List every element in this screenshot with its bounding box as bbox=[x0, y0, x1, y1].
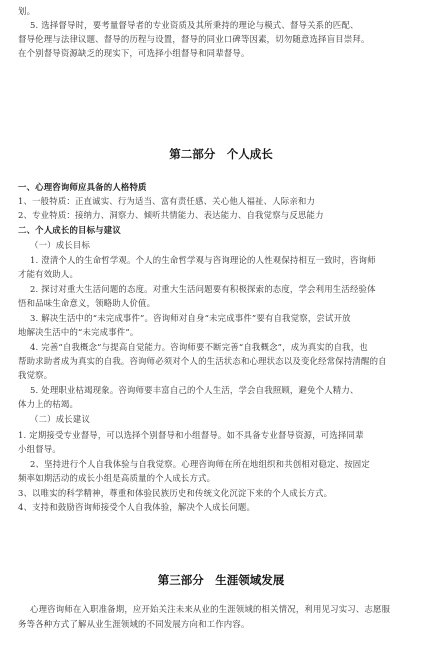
goal-line: 3. 解决生活中的“未完成事件”。咨询师对自身“未完成事件”要有自我觉察，尝试开放 bbox=[30, 313, 351, 323]
suggestion-line: 3、以唯实的科学精神，尊重和体验民族历史和传统文化沉淀下来的个人成长方式。 bbox=[18, 488, 333, 498]
suggestion-line: 小组督导。 bbox=[18, 444, 61, 454]
goal-line: 4. 完善“自我概念”与提高自觉能力。咨询师要不断完善“自我概念”，成为真实的自我，也 bbox=[30, 342, 368, 352]
suggestion-line: 频率如期活动的成长小组是高质量的个人成长方式。 bbox=[18, 473, 216, 483]
trait-item: 1、一般特质：正直诚实、行为适当、富有责任感、关心他人福祉、人际亲和力 bbox=[18, 196, 316, 206]
top-paragraph-line: 5. 选择督导时，要考量督导者的专业资质及其所秉持的理论与模式、督导关系的匹配、 bbox=[30, 20, 359, 30]
goal-line: 悟和品味生命意义，领略助人价值。 bbox=[18, 298, 156, 308]
suggestion-line: 1. 定期接受专业督导，可以选择个别督导和小组督导。如不具备专业督导资源，可选择同辈 bbox=[18, 430, 364, 440]
part-two-title: 第二部分 个人成长 bbox=[169, 147, 273, 161]
subsection-heading: （一）成长目标 bbox=[30, 240, 91, 250]
goal-line: 我觉察。 bbox=[18, 370, 53, 380]
suggestion-line: 2、坚持进行个人自我体验与自我觉察。心理咨询师在所在地组织和共创相对稳定、按固定 bbox=[30, 459, 370, 469]
section-heading: 一、心理咨询师应具备的人格特质 bbox=[18, 182, 147, 192]
subsection-heading: （二）成长建议 bbox=[30, 414, 91, 424]
top-paragraph-line: 督导伦理与法律议题、督导的历程与设置，督导的同业口碑等因素，切勿随意选择盲目崇拜。 bbox=[18, 34, 370, 44]
goal-line: 帮助求助者成为真实的自我。咨询师必须对个人的生活状态和心理状态以及变化经常保持清醒的自 bbox=[18, 356, 387, 366]
goal-line: 地解决生活中的“未完成事件”。 bbox=[18, 327, 139, 337]
top-paragraph-line: 在个别督导资源缺乏的现实下，可选择小组督导和同辈督导。 bbox=[18, 48, 250, 58]
career-paragraph-line: 务等各种方式了解从业生涯领域的不同发展方向和工作内容。 bbox=[18, 619, 250, 629]
goal-line: 才能有效助人。 bbox=[18, 269, 79, 279]
top-paragraph-line: 划。 bbox=[18, 6, 36, 16]
section-heading: 二、个人成长的目标与建议 bbox=[18, 225, 121, 235]
career-paragraph-line: 心理咨询师在入职准备期，应开始关注未来从业的生涯领域的相关情况，利用见习实习、志愿服 bbox=[30, 604, 391, 614]
part-three-title: 第三部分 生涯领域发展 bbox=[157, 573, 285, 587]
goal-line: 体力上的枯竭。 bbox=[18, 399, 79, 409]
trait-item: 2、专业特质：接纳力、洞察力、倾听共情能力、表达能力、自我觉察与反思能力 bbox=[18, 210, 324, 220]
goal-line: 5. 处理职业枯竭现象。咨询师要丰富自己的个人生活，学会自我照顾，避免个人精力、 bbox=[30, 385, 359, 395]
goal-line: 2. 探讨对重大生活问题的态度。对重大生活问题要有积极探索的态度，学会利用生活经验体 bbox=[30, 284, 376, 294]
goal-line: 1. 澄清个人的生命哲学观。个人的生命哲学观与咨询理论的人性观保持相互一致时，咨询师 bbox=[30, 255, 376, 265]
suggestion-line: 4、支持和鼓励咨询师接受个人自我体验，解决个人成长问题。 bbox=[18, 502, 256, 512]
